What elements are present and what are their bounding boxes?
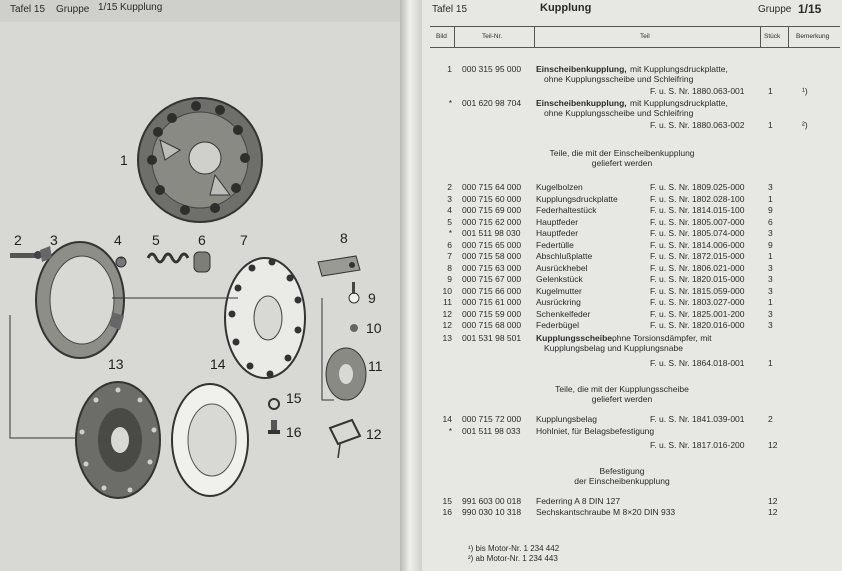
cell-teil: Federbügel [536, 320, 580, 330]
cell-stk: 1 [768, 251, 773, 261]
cell-stk: 3 [768, 320, 773, 330]
cell-nr: 000 715 69 000 [462, 205, 522, 215]
diagram-label-11: 11 [368, 358, 383, 374]
right-page: Tafel 15 Kupplung Gruppe 1/15 Bild Teil-Nr. Teil Stück Bemerkung 1 000 315 95 000 Einscheibenkupplung, mit Kupplungsdruckplatte, ohne Kupplungsscheibe und Schleifring F. u. S. Nr. 1880.063-001 1 ¹) * 001 620 98 704 Einscheibenkupplung, mit Kupplungsdruckplatte, ohne Kupplungsscheibe und Schleifring F. u. S. Nr. 1880.063-002 1 ²) Teile, die mit der Einscheibenkupplung geliefert werden 2 000 715 64 000 Kugelbolzen F. u. S. Nr. 1809.025-000 3 3 000 715 60 000 Kupplungsdruckplatte F. u. S. Nr. 1802.028-100 1 4 000 715 69 000 Federhaltestück F. u. S. Nr. 1814.015-100 9 5 000 715 62 000 Hauptfeder F. u. S. Nr. 1805.007-000 6 * 001 511 98 030 Hauptfeder F. u. S. Nr. 1805.074-000 3 6 000 715 65 000 Federtülle F. u. S. Nr. 1814.006-000 9 7 000 715 58 000 Abschlußplatte F. u. S. Nr. 1872.015-000 1 8 000 715 63 000 Ausrückhebel F. u. S. Nr. 1806.021-000 3 9 000 715 67 000 Gelenkstück F. u. S. Nr. 1820.015-000 3 10 000 715 66 000 Kugelmutter F. u. S. Nr. 1815.059-000 3 11 000 715 61 000 Ausrückring F. u. S. Nr. 1803.027-000 1 12 000 715 59 000 Schenkelfeder F. u. S. Nr. 1825.001-200 3 12 000 715 68 000 Federbügel F. u. S. Nr. 1820.016-000 3 13 001 531 98 501 Kupplungsscheibe, ohne Torsionsdämpfer, mit Kupplungsbelag und Kupplungsnabe F. u. S. Nr. 1864.018-001 1 Teile, die mit der Kupplungsscheibe geliefert werden 14 000 715 72 000 Kupplungsbelag F. u. S. Nr. 1841.039-001 2 * 001 511 98 033 Hohlniet, für Belagsbefestigung F. u. S. Nr. 1817.016-200 12 Befestigung der Einscheibenkupplung 15 991 603 00 018 Federring A 8 DIN 127 12 16 990 030 10 318 Sechskantschraube M 8×20 DIN 933 12 ¹) bis Motor-Nr. 1 234 442 ²) ab Motor-Nr. 1 234 443 [422, 0, 842, 571]
diagram-label-10: 10 [366, 320, 382, 336]
cell-nr: 000 715 66 000 [462, 285, 522, 296]
cell-fus: F. u. S. Nr. 1815.059-000 [650, 285, 745, 296]
cell-bild: 9 [447, 274, 452, 284]
cell-teil: Federhaltestück [536, 205, 597, 215]
cell-stk: 3 [768, 228, 773, 238]
cell-nr: 000 715 60 000 [462, 193, 522, 204]
part-9-joint [349, 282, 359, 303]
cell-teil: Kugelmutter [536, 285, 582, 296]
part-6-spring-sleeve [194, 252, 210, 272]
cell-nr: 000 715 58 000 [462, 251, 522, 261]
cell-teil: Hauptfeder [536, 216, 579, 227]
cell-nr: 000 715 61 000 [462, 297, 522, 307]
cell-bild: 12 [442, 308, 452, 319]
right-gruppe-nummer: 1/15 [798, 2, 822, 16]
cell-bild: 10 [442, 285, 452, 296]
cell-stk: 9 [768, 205, 773, 215]
left-gruppe-nummer: 1/15 [98, 2, 118, 13]
diagram-label-16: 16 [286, 424, 302, 440]
diagram-label-9: 9 [368, 290, 376, 306]
section-heading-1b: geliefert werden [591, 158, 653, 168]
cell-stk: 9 [768, 239, 773, 250]
cell-teil: Abschlußplatte [536, 251, 593, 261]
cell-fus: F. u. S. Nr. 1805.074-000 [650, 228, 745, 238]
part-2-ball-bolt [10, 251, 42, 259]
cell-fus: F. u. S. Nr. 1809.025-000 [650, 182, 745, 192]
diagram-label-8: 8 [340, 230, 348, 246]
left-gruppe: Gruppe [56, 4, 90, 15]
left-tafel: Tafel 15 [10, 4, 46, 15]
cell-stk: 3 [768, 274, 773, 284]
diagram-label-7: 7 [240, 232, 248, 248]
left-title: Kupplung [120, 2, 163, 13]
diagram-label-1: 1 [120, 152, 128, 168]
diagram-label-5: 5 [152, 232, 160, 248]
left-page [0, 0, 400, 571]
part-5-main-spring [148, 254, 188, 262]
cell-bild: 6 [447, 239, 452, 250]
cell-stk: 6 [768, 216, 773, 227]
cell-fus: F. u. S. Nr. 1806.021-000 [650, 262, 745, 273]
cell-bild: 8 [447, 262, 452, 273]
col-stueck: Stück [764, 33, 781, 40]
cell-teil: Kupplungsdruckplatte [536, 193, 618, 204]
cell-teil: Federtülle [536, 239, 574, 250]
diagram-label-6: 6 [198, 232, 206, 248]
cell-nr: 000 715 64 000 [462, 182, 522, 192]
right-title: Kupplung [540, 2, 592, 14]
part-10-ball-nut [350, 324, 358, 332]
cell-teil: Hauptfeder [536, 228, 579, 238]
cell-teil: Gelenkstück [536, 274, 583, 284]
diagram-label-13: 13 [108, 356, 124, 372]
cell-fus: F. u. S. Nr. 1825.001-200 [650, 308, 745, 319]
cell-bild: 2 [447, 182, 452, 192]
diagram-label-4: 4 [114, 232, 122, 248]
cell-stk: 1 [768, 297, 773, 307]
section-heading-1: Teile, die mit der Einscheibenkupplung [549, 148, 695, 158]
footnote-2: ²) ab Motor-Nr. 1 234 443 [468, 554, 558, 563]
cell-fus: F. u. S. Nr. 1820.015-000 [650, 274, 745, 284]
cell-teil: Schenkelfeder [536, 308, 591, 319]
exploded-view-illustration [0, 22, 400, 571]
cell-stk: 3 [768, 182, 773, 192]
cell-nr: 001 511 98 030 [462, 228, 521, 238]
right-gruppe: Gruppe [758, 4, 792, 15]
col-teil: Teil [640, 33, 650, 40]
cell-nr: 000 715 68 000 [462, 320, 522, 330]
diagram-label-15: 15 [286, 390, 302, 406]
section-heading-2b: geliefert werden [591, 394, 653, 404]
cell-nr: 000 715 59 000 [462, 308, 522, 319]
parts-table-header [430, 26, 840, 48]
part-12-leg-spring [330, 420, 360, 458]
cell-nr: 000 715 62 000 [462, 216, 522, 227]
section-heading-3: Befestigung [599, 466, 645, 476]
part-3-pressure-plate [36, 242, 124, 358]
part-14-clutch-lining [172, 384, 248, 496]
section-heading-3b: der Einscheibenkupplung [574, 476, 670, 486]
cell-bild: 4 [447, 205, 452, 215]
cell-teil: Ausrückhebel [536, 262, 588, 273]
cell-bild: 5 [447, 216, 452, 227]
part-16-hex-screw [268, 420, 280, 434]
part-1-clutch-assembly [138, 98, 262, 222]
cell-bild: 7 [447, 251, 452, 261]
cell-fus: F. u. S. Nr. 1814.006-000 [650, 239, 745, 250]
cell-nr: 000 715 63 000 [462, 262, 522, 273]
cell-fus: F. u. S. Nr. 1872.015-000 [650, 251, 745, 261]
cell-nr: 000 715 65 000 [462, 239, 522, 250]
cell-fus: F. u. S. Nr. 1820.016-000 [650, 320, 745, 330]
cell-fus: F. u. S. Nr. 1805.007-000 [650, 216, 745, 227]
cell-nr: 000 715 67 000 [462, 274, 522, 284]
cell-bild: 12 [442, 320, 452, 330]
cell-fus: F. u. S. Nr. 1802.028-100 [650, 193, 745, 204]
footnote-1: ¹) bis Motor-Nr. 1 234 442 [468, 544, 560, 553]
part-11-release-ring [326, 348, 366, 400]
diagram-label-3: 3 [50, 232, 58, 248]
part-13-clutch-disc [76, 382, 160, 498]
part-8-release-lever [318, 256, 360, 276]
cell-fus: F. u. S. Nr. 1814.015-100 [650, 205, 745, 215]
cell-fus: F. u. S. Nr. 1803.027-000 [650, 297, 745, 307]
cell-stk: 1 [768, 193, 773, 204]
cell-stk: 3 [768, 262, 773, 273]
part-15-spring-ring [269, 399, 279, 409]
diagram-label-14: 14 [210, 356, 226, 372]
section-heading-2: Teile, die mit der Kupplungsscheibe [555, 384, 689, 394]
col-bild: Bild [436, 33, 447, 40]
cell-stk: 3 [768, 285, 773, 296]
clutch-exploded-diagram [0, 22, 400, 571]
col-bemerkung: Bemerkung [796, 33, 830, 40]
book-gutter [400, 0, 422, 571]
cell-bild: * [448, 228, 452, 238]
cell-bild: 11 [443, 297, 452, 307]
col-teil-nr: Teil-Nr. [482, 33, 503, 40]
cell-teil: Kugelbolzen [536, 182, 583, 192]
cell-bild: 3 [447, 193, 452, 204]
diagram-label-2: 2 [14, 232, 22, 248]
diagram-label-12: 12 [366, 426, 382, 442]
right-tafel: Tafel 15 [432, 4, 468, 15]
cell-teil: Ausrückring [536, 297, 581, 307]
cell-stk: 3 [768, 308, 773, 319]
part-7-end-plate [225, 258, 305, 378]
